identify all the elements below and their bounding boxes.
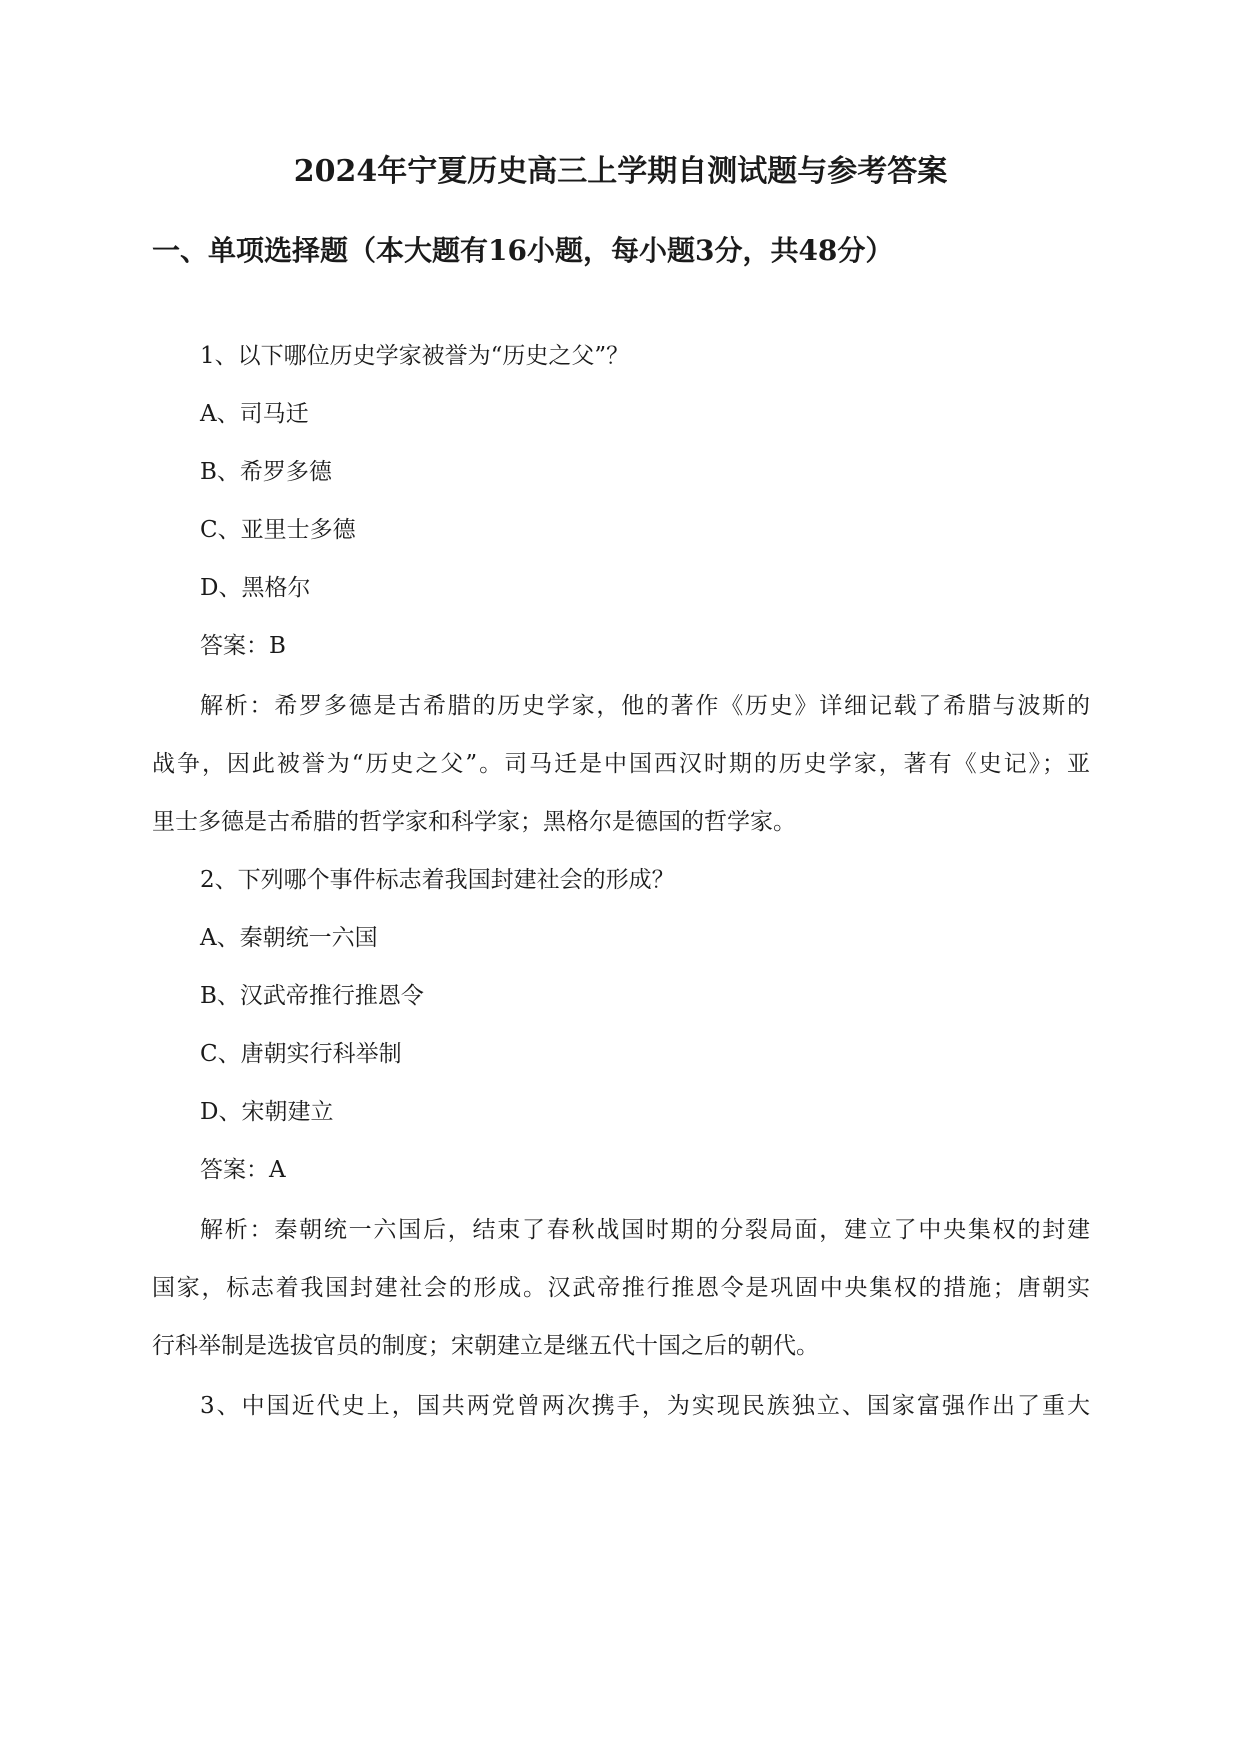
- question-2-option-a: A、秦朝统一六国: [200, 925, 378, 951]
- question-2-analysis-line-3: 行科举制是选拔官员的制度；宋朝建立是继五代十国之后的朝代。: [152, 1333, 819, 1359]
- question-2-option-d: D、宋朝建立: [200, 1099, 334, 1125]
- question-1-analysis-line-1: 解析：希罗多德是古希腊的历史学家，他的著作《历史》详细记载了希腊与波斯的: [200, 693, 1090, 719]
- question-2-answer: 答案：A: [200, 1157, 286, 1183]
- question-1-analysis-line-3: 里士多德是古希腊的哲学家和科学家；黑格尔是德国的哲学家。: [152, 809, 796, 835]
- section-heading: 一、单项选择题（本大题有16小题，每小题3分，共48分）: [152, 234, 894, 267]
- question-2-analysis-line-2: 国家，标志着我国封建社会的形成。汉武帝推行推恩令是巩固中央集权的措施；唐朝实: [152, 1275, 1090, 1301]
- question-1-analysis-line-2: 战争，因此被誉为“历史之父”。司马迁是中国西汉时期的历史学家，著有《史记》；亚: [152, 751, 1090, 777]
- question-2-option-b: B、汉武帝推行推恩令: [200, 983, 424, 1009]
- question-2-analysis-line-1: 解析：秦朝统一六国后，结束了春秋战国时期的分裂局面，建立了中央集权的封建: [200, 1217, 1090, 1243]
- question-1-stem: 1、以下哪位历史学家被誉为“历史之父”？: [200, 343, 630, 369]
- question-2-option-c: C、唐朝实行科举制: [200, 1041, 402, 1067]
- question-1-option-d: D、黑格尔: [200, 575, 311, 601]
- question-1-option-a: A、司马迁: [200, 401, 309, 427]
- question-1-option-b: B、希罗多德: [200, 459, 332, 485]
- question-3-stem: 3、中国近代史上，国共两党曾两次携手，为实现民族独立、国家富强作出了重大: [200, 1393, 1090, 1419]
- document-title: 2024年宁夏历史高三上学期自测试题与参考答案: [293, 154, 948, 189]
- question-1-option-c: C、亚里士多德: [200, 517, 356, 543]
- question-1-answer: 答案：B: [200, 633, 286, 659]
- question-2-stem: 2、下列哪个事件标志着我国封建社会的形成？: [200, 867, 675, 893]
